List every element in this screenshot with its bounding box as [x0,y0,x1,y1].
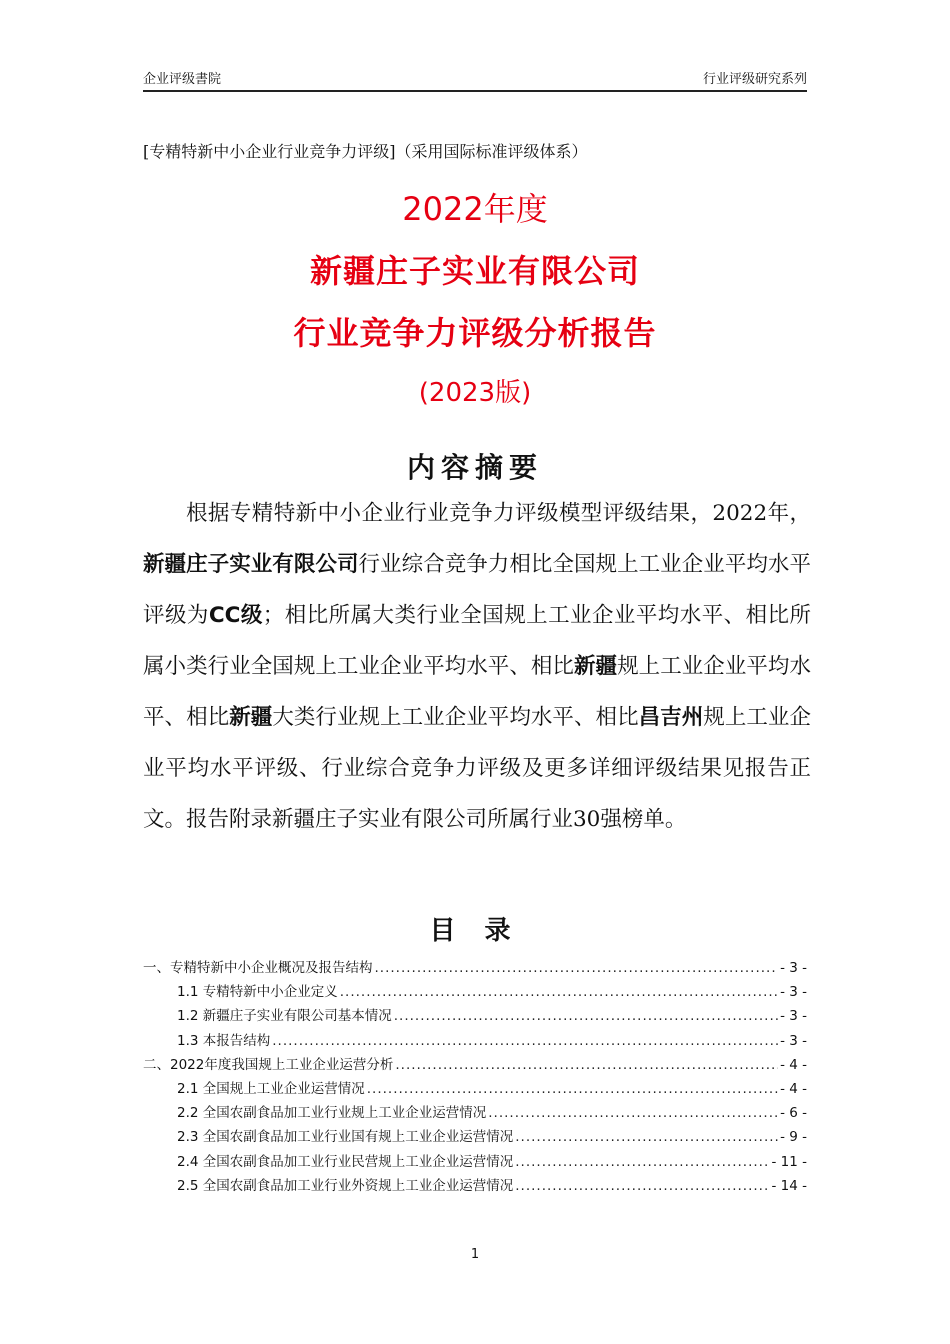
page-header [143,68,807,92]
toc-entry[interactable] [143,956,807,980]
toc-entry[interactable] [143,1174,807,1198]
toc-heading: 目 录 [429,916,521,946]
title-edition: (2023版) [418,378,532,408]
toc-entry-page: - 3 - [780,1032,807,1049]
toc-leader-dots [515,1129,778,1145]
abstract-text: 行业综合竞争力相比全国规上工业企业平均水平评级为 [143,552,811,628]
table-of-contents [143,956,807,1198]
abstract-text: 大类行业规上工业企业平均水平、相比 [272,705,639,730]
toc-entry-label: 2.4 全国农副食品加工业行业民营规上工业企业运营情况 [177,1153,514,1170]
abstract-heading: 内容摘要 [406,451,543,484]
toc-entry-label: 1.3 本报告结构 [177,1032,271,1049]
toc-entry[interactable] [143,1029,807,1053]
toc-entry-page: - 9 - [780,1129,807,1146]
series-line: [专精特新中小企业行业竞争力评级]（采用国际标准评级体系） [143,142,588,161]
toc-entry-page: - 6 - [780,1105,807,1122]
toc-leader-dots [367,1081,778,1097]
toc-entry[interactable] [143,1004,807,1028]
abstract-region: 新疆 [573,654,618,679]
toc-entry-page: - 4 - [780,1056,807,1073]
toc-leader-dots [395,1057,778,1073]
toc-entry[interactable] [143,1150,807,1174]
toc-entry[interactable] [143,1053,807,1077]
abstract-text: 规上工业企业平均水平、相比 [143,654,811,730]
abstract-text: 规上工业企业平均水平评级、行业综合竞争力评级及更多详细评级结果见报告正文。报告附录新疆庄子实业有限公司所属行业30强榜单。 [143,705,811,832]
toc-entry-page: - 3 - [780,1008,807,1025]
toc-entry-label: 1.2 新疆庄子实业有限公司基本情况 [177,1008,392,1025]
toc-entry[interactable] [143,1101,807,1125]
abstract-region: 新疆 [229,705,273,730]
toc-entry-page: - 3 - [780,984,807,1001]
toc-entry-label: 二、2022年度我国规上工业企业运营分析 [143,1056,394,1073]
abstract-body [143,488,811,845]
toc-leader-dots [375,960,779,976]
toc-leader-dots [515,1154,769,1170]
toc-entry-label: 2.5 全国农副食品加工业行业外资规上工业企业运营情况 [177,1177,514,1194]
abstract-prefecture: 昌吉州 [638,705,704,730]
header-right-text: 行业评级研究系列 [702,72,807,87]
toc-entry-page: - 4 - [780,1080,807,1097]
toc-entry-label: 2.2 全国农副食品加工业行业规上工业企业运营情况 [177,1105,487,1122]
abstract-text: ；相比所属大类行业全国规上工业企业平均水平、相比所属小类行业全国规上工业企业平均水平、相比 [143,603,811,679]
toc-leader-dots [488,1105,778,1121]
toc-entry-label: 2.3 全国农副食品加工业行业国有规上工业企业运营情况 [177,1129,514,1146]
toc-entry-page: - 14 - [771,1177,807,1194]
page-number: 1 [470,1247,480,1262]
toc-entry-label: 1.1 专精特新中小企业定义 [177,984,338,1001]
title-report: 行业竞争力评级分析报告 [293,314,657,352]
abstract-rating: CC级 [208,603,263,628]
toc-entry[interactable] [143,980,807,1004]
toc-entry[interactable] [143,1077,807,1101]
toc-entry-label: 一、专精特新中小企业概况及报告结构 [143,960,373,976]
abstract-paragraph [143,488,811,845]
toc-leader-dots [340,984,778,1000]
toc-leader-dots [272,1033,778,1049]
title-company: 新疆庄子实业有限公司 [309,252,640,290]
title-year: 2022年度 [402,190,548,228]
abstract-text: 根据专精特新中小企业行业竞争力评级模型评级结果，2022年， [186,501,811,526]
abstract-company-name: 新疆庄子实业有限公司 [143,552,359,577]
header-left-text: 企业评级書院 [143,72,222,87]
toc-entry-label: 2.1 全国规上工业企业运营情况 [177,1080,365,1097]
toc-leader-dots [394,1008,778,1024]
toc-entry-page: - 11 - [771,1153,807,1170]
toc-entry-page: - 3 - [780,960,807,976]
toc-entry[interactable] [143,1125,807,1149]
toc-leader-dots [515,1178,769,1194]
